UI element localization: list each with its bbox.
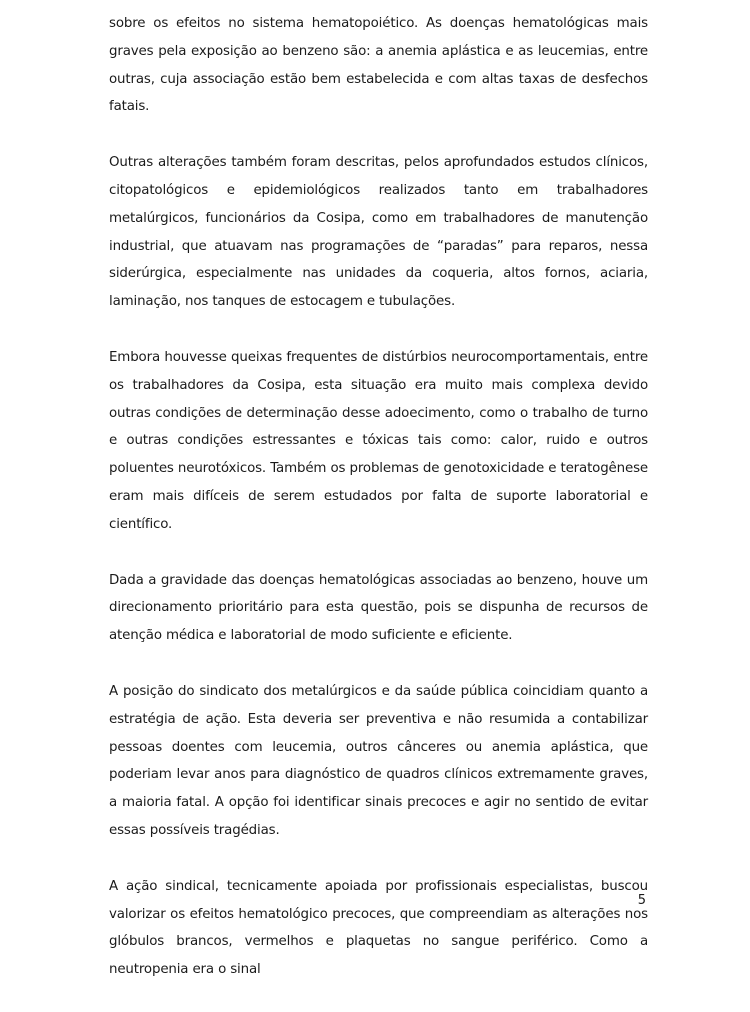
page-number: 5: [637, 893, 646, 908]
paragraph-neurobehavioral-complaints: Embora houvesse queixas frequentes de distúrbios neurocomportamentais, entre os trabalhadores da Cosipa, esta situação era muito mais complexa devido outras condições de determinação desse adoecimento, como o trabalho de turno e outras condições estressantes e tóxicas tais como: calor, ruido e outros poluentes neurotóxicos. Também os problemas de genotoxicidade e teratogênese eram mais difíceis de serem estudados por falta de suporte laboratorial e científico.: [109, 349, 648, 532]
paragraph-union-position: A posição do sindicato dos metalúrgicos e da saúde pública coincidiam quanto a estratégia de ação. Esta deveria ser preventiva e não resumida a contabilizar pessoas doentes com leucemia, outros cânceres ou anemia aplástica, que poderiam levar anos para diagnóstico de quadros clínicos extremamente graves, a maioria fatal. A opção foi identificar sinais precoces e agir no sentido de evitar essas possíveis tragédias.: [109, 683, 648, 838]
paragraph-priority-direction: Dada a gravidade das doenças hematológicas associadas ao benzeno, houve um direcionamento prioritário para esta questão, pois se dispunha de recursos de atenção médica e laboratorial de modo suficiente e eficiente.: [109, 572, 648, 644]
document-body: [109, 10, 648, 1012]
paragraph-hematopoietic-effects: sobre os efeitos no sistema hematopoiético. As doenças hematológicas mais graves pela exposição ao benzeno são: a anemia aplástica e as leucemias, entre outras, cuja associação estão bem estabelecida e com altas taxas de desfechos fatais.: [109, 16, 648, 115]
paragraph-other-alterations: Outras alterações também foram descritas, pelos aprofundados estudos clínicos, citopatológicos e epidemiológicos realizados tanto em trabalhadores metalúrgicos, funcionários da Cosipa, como em trabalhadores de manutenção industrial, que atuavam nas programações de “paradas” para reparos, nessa siderúrgica, especialmente nas unidades da coqueria, altos fornos, aciaria, laminação, nos tanques de estocagem e tubulações.: [109, 155, 648, 310]
paragraph-union-action: A ação sindical, tecnicamente apoiada por profissionais especialistas, buscou valorizar os efeitos hematológico precoces, que compreendiam as alterações nos glóbulos brancos, vermelhos e plaquetas no sangue periférico. Como a neutropenia era o sinal: [109, 878, 648, 978]
